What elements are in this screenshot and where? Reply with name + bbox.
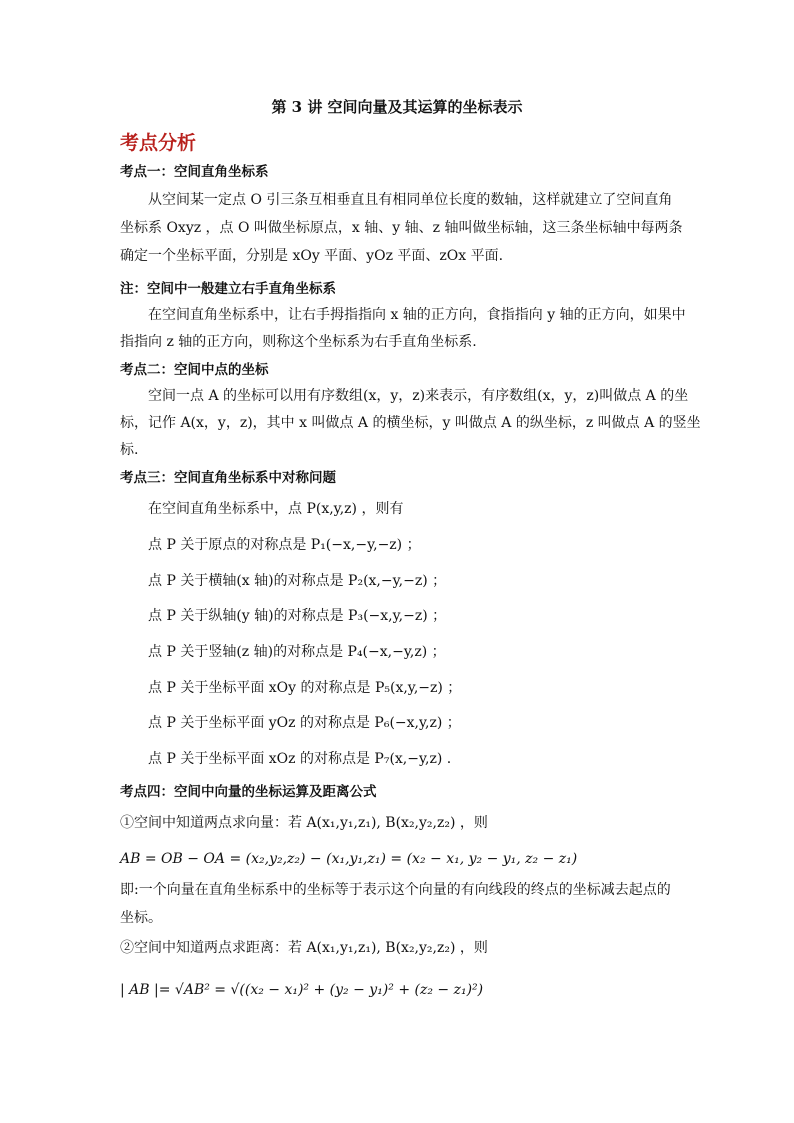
symmetry-item-xoz-plane: 点 P 关于坐标平面 xOz 的对称点是 P₇(x,−y,z) . <box>148 751 452 767</box>
symmetry-item-yoz-plane: 点 P 关于坐标平面 yOz 的对称点是 P₆(−x,y,z) ； <box>148 715 461 731</box>
k1-para-line2: 坐标系 Oxyz ，点 O 叫做坐标原点，x 轴、y 轴、z 轴叫做坐标轴，这三条坐标轴中每两条 <box>120 220 683 236</box>
k4-heading: 考点四：空间中向量的坐标运算及距离公式 <box>120 784 377 800</box>
k1-para-line3: 确定一个坐标平面，分别是 xOy 平面、yOz 平面、zOx 平面. <box>120 248 504 264</box>
symmetry-item-z-axis: 点 P 关于竖轴(z 轴)的对称点是 P₄(−x,−y,z) ； <box>148 644 446 660</box>
note-para-line1: 在空间直角坐标系中，让右手拇指指向 x 轴的正方向，食指指向 y 轴的正方向，如果中 <box>148 307 686 323</box>
k4-para-line1: 即:一个向量在直角坐标系中的坐标等于表示这个向量的有向线段的终点的坐标减去起点的 <box>120 882 671 898</box>
k4-distance-intro: ②空间中知道两点求距离：若 A(x₁,y₁,z₁), B(x₂,y₂,z₂) ，则 <box>120 940 488 956</box>
k1-para-line1: 从空间某一定点 O 引三条互相垂直且有相同单位长度的数轴，这样就建立了空间直角 <box>148 192 673 208</box>
k2-para-line2: 标，记作 A(x，y，z)，其中 x 叫做点 A 的横坐标，y 叫做点 A 的纵坐标，z 叫做点 A 的竖坐 <box>120 415 701 431</box>
symmetry-item-x-axis: 点 P 关于横轴(x 轴)的对称点是 P₂(x,−y,−z) ； <box>148 573 447 589</box>
note-para-line2: 指指向 z 轴的正方向，则称这个坐标系为右手直角坐标系. <box>120 334 477 350</box>
k4-para-line2: 坐标。 <box>120 910 162 926</box>
symmetry-item-origin: 点 P 关于原点的对称点是 P₁(−x,−y,−z) ； <box>148 537 421 553</box>
page-title: 第 3 讲 空间向量及其运算的坐标表示 <box>271 98 523 116</box>
k2-para-line1: 空间一点 A 的坐标可以用有序数组(x，y，z)来表示，有序数组(x，y，z)叫做点 A 的坐 <box>148 388 689 404</box>
k3-heading: 考点三：空间直角坐标系中对称问题 <box>120 470 336 486</box>
k3-intro: 在空间直角坐标系中，点 P(x,y,z) ，则有 <box>148 501 404 517</box>
k1-heading: 考点一：空间直角坐标系 <box>120 164 269 180</box>
section-title: 考点分析 <box>120 132 197 154</box>
k4-vector-intro: ①空间中知道两点求向量：若 A(x₁,y₁,z₁), B(x₂,y₂,z₂) ，则 <box>120 815 488 831</box>
distance-formula: | AB |= √AB² = √((x₂ − x₁)² + (y₂ − y₁)² + (z₂ − z₁)²) <box>120 982 484 998</box>
k2-para-line3: 标. <box>120 442 139 458</box>
symmetry-item-xoy-plane: 点 P 关于坐标平面 xOy 的对称点是 P₅(x,y,−z) ； <box>148 680 462 696</box>
symmetry-item-y-axis: 点 P 关于纵轴(y 轴)的对称点是 P₃(−x,y,−z) ； <box>148 608 447 624</box>
vector-formula: AB = OB − OA = (x₂,y₂,z₂) − (x₁,y₁,z₁) = (x₂ − x₁, y₂ − y₁, z₂ − z₁) <box>120 851 578 867</box>
k2-heading: 考点二：空间中点的坐标 <box>120 362 269 378</box>
note-heading: 注：空间中一般建立右手直角坐标系 <box>120 281 336 297</box>
